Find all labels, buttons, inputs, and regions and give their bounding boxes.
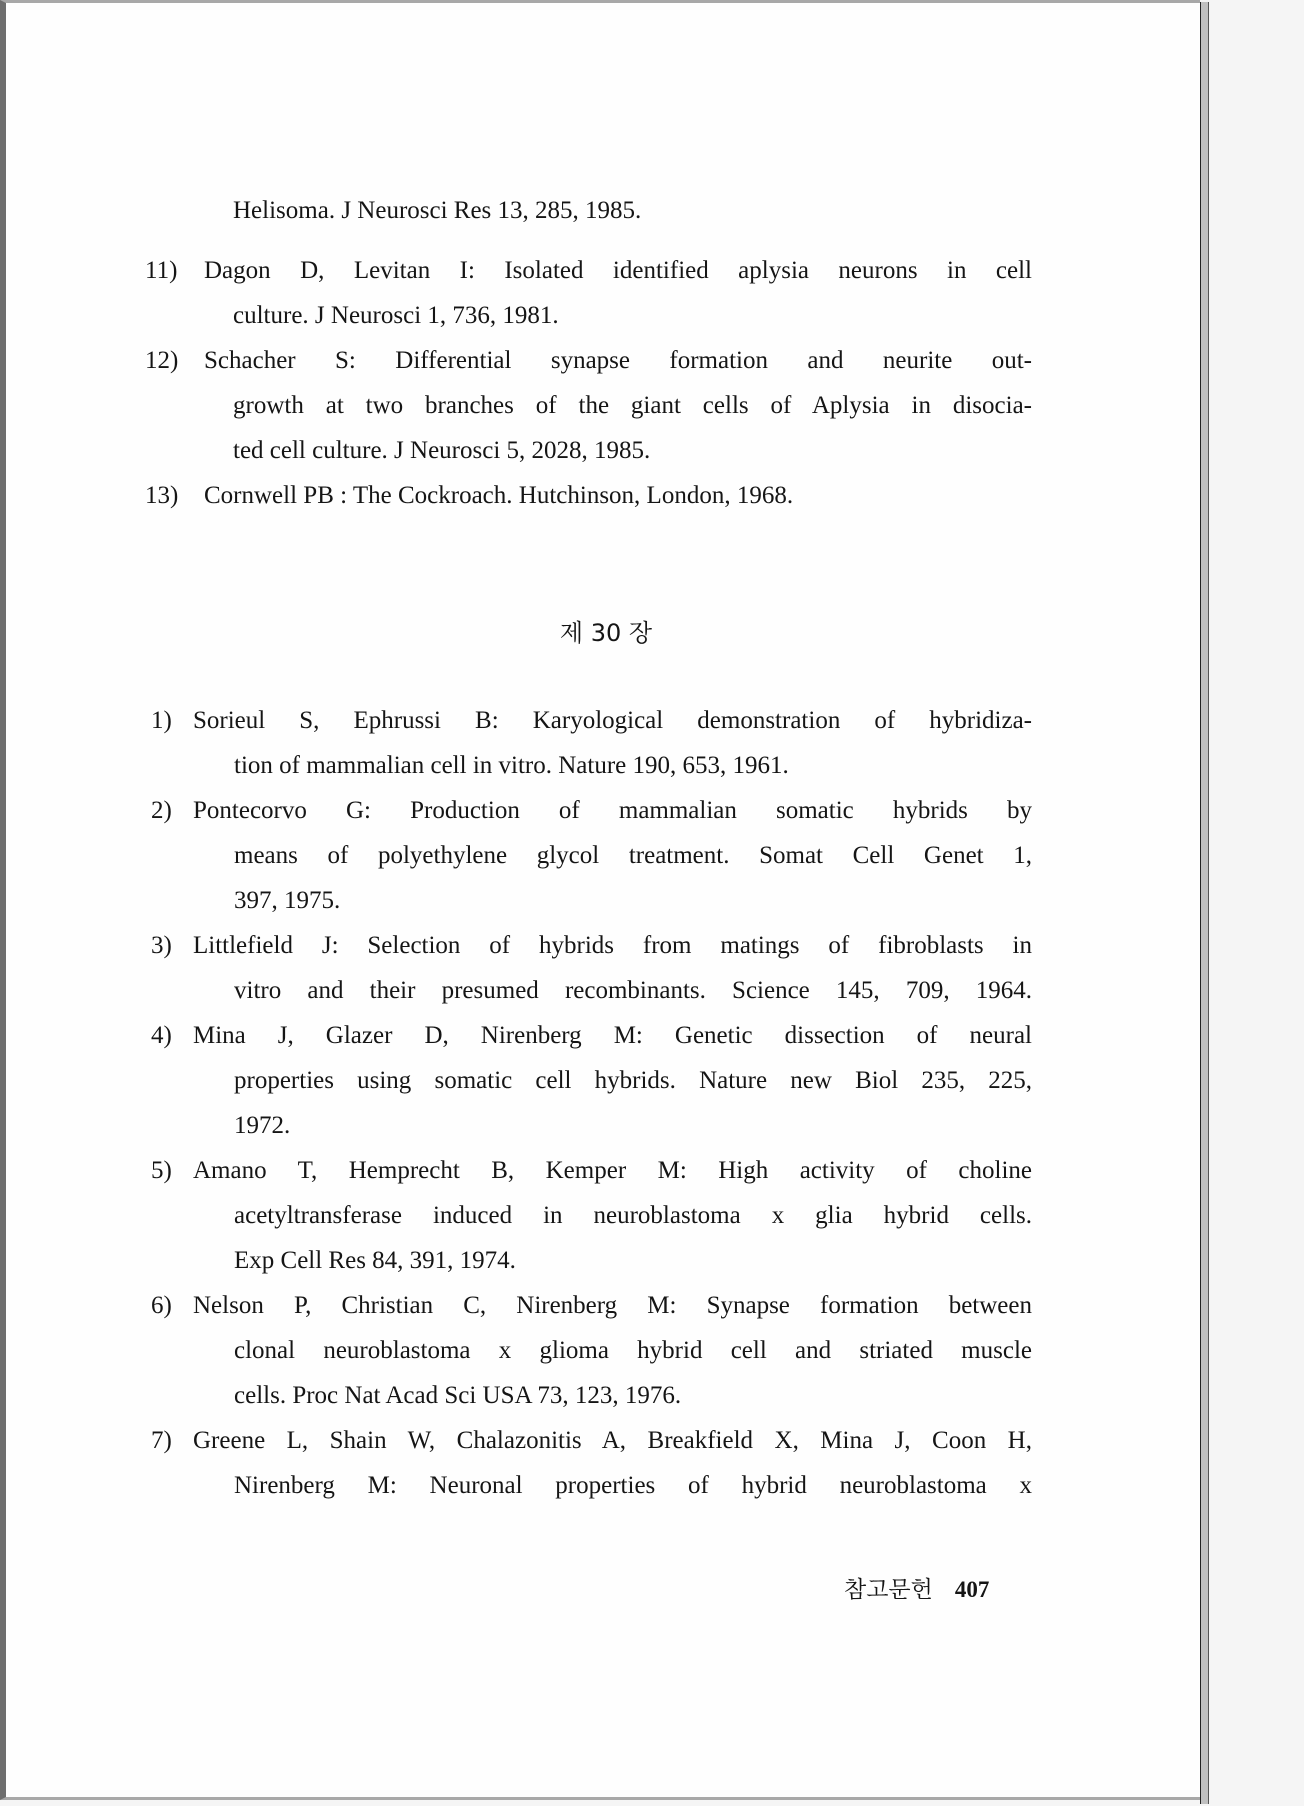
reference-line: Nirenberg M: Neuronal properties of hybrid neuroblastoma x	[234, 1472, 1032, 1499]
reference-line: vitro and their presumed recombinants. Science 145, 709, 1964.	[234, 977, 1032, 1004]
reference-line: Schacher S: Differential synapse formation and neurite out-	[204, 347, 1032, 374]
reference-line: Littlefield J: Selection of hybrids from matings of fibroblasts in	[193, 932, 1032, 959]
reference-line: Dagon D, Levitan I: Isolated identified aplysia neurons in cell	[204, 257, 1032, 284]
reference-line: means of polyethylene glycol treatment. Somat Cell Genet 1,	[234, 842, 1032, 869]
page-edge-shadow	[1200, 2, 1209, 1804]
reference-line: ted cell culture. J Neurosci 5, 2028, 1985.	[233, 437, 651, 464]
reference-line: Nelson P, Christian C, Nirenberg M: Synapse formation between	[193, 1292, 1032, 1319]
reference-line: Amano T, Hemprecht B, Kemper M: High activity of choline	[193, 1157, 1032, 1184]
reference-line: Pontecorvo G: Production of mammalian somatic hybrids by	[193, 797, 1032, 824]
reference-line: Greene L, Shain W, Chalazonitis A, Breakfield X, Mina J, Coon H,	[193, 1427, 1032, 1454]
reference-line: cells. Proc Nat Acad Sci USA 73, 123, 1976.	[234, 1382, 682, 1409]
page-number: 407	[954, 1577, 990, 1602]
reference-number: 6)	[151, 1292, 172, 1319]
reference-line: acetyltransferase induced in neuroblastoma x glia hybrid cells.	[234, 1202, 1032, 1229]
reference-line: Cornwell PB : The Cockroach. Hutchinson, London, 1968.	[204, 482, 794, 509]
reference-line: Exp Cell Res 84, 391, 1974.	[234, 1247, 516, 1274]
reference-line: Sorieul S, Ephrussi B: Karyological demonstration of hybridiza-	[193, 707, 1032, 734]
reference-line: properties using somatic cell hybrids. Nature new Biol 235, 225,	[234, 1067, 1032, 1094]
reference-number: 11)	[145, 257, 178, 284]
page-footer	[844, 1575, 989, 1605]
reference-line: tion of mammalian cell in vitro. Nature 190, 653, 1961.	[234, 752, 789, 779]
reference-number: 2)	[151, 797, 172, 824]
reference-carryover-line: Helisoma. J Neurosci Res 13, 285, 1985.	[233, 197, 642, 224]
running-footer-title: 참고문헌	[844, 1577, 933, 1603]
reference-line: growth at two branches of the giant cells of Aplysia in disocia-	[233, 392, 1032, 419]
reference-line: Mina J, Glazer D, Nirenberg M: Genetic dissection of neural	[193, 1022, 1032, 1049]
reference-number: 4)	[151, 1022, 172, 1049]
chapter-heading: 제 30 장	[559, 619, 653, 647]
reference-line: 1972.	[234, 1112, 291, 1139]
reference-number: 7)	[151, 1427, 172, 1454]
reference-number: 5)	[151, 1157, 172, 1184]
reference-line: culture. J Neurosci 1, 736, 1981.	[233, 302, 559, 329]
reference-line: clonal neuroblastoma x glioma hybrid cell and striated muscle	[234, 1337, 1032, 1364]
reference-number: 12)	[145, 347, 179, 374]
reference-line: 397, 1975.	[234, 887, 341, 914]
reference-number: 1)	[151, 707, 172, 734]
reference-number: 13)	[145, 482, 179, 509]
reference-number: 3)	[151, 932, 172, 959]
